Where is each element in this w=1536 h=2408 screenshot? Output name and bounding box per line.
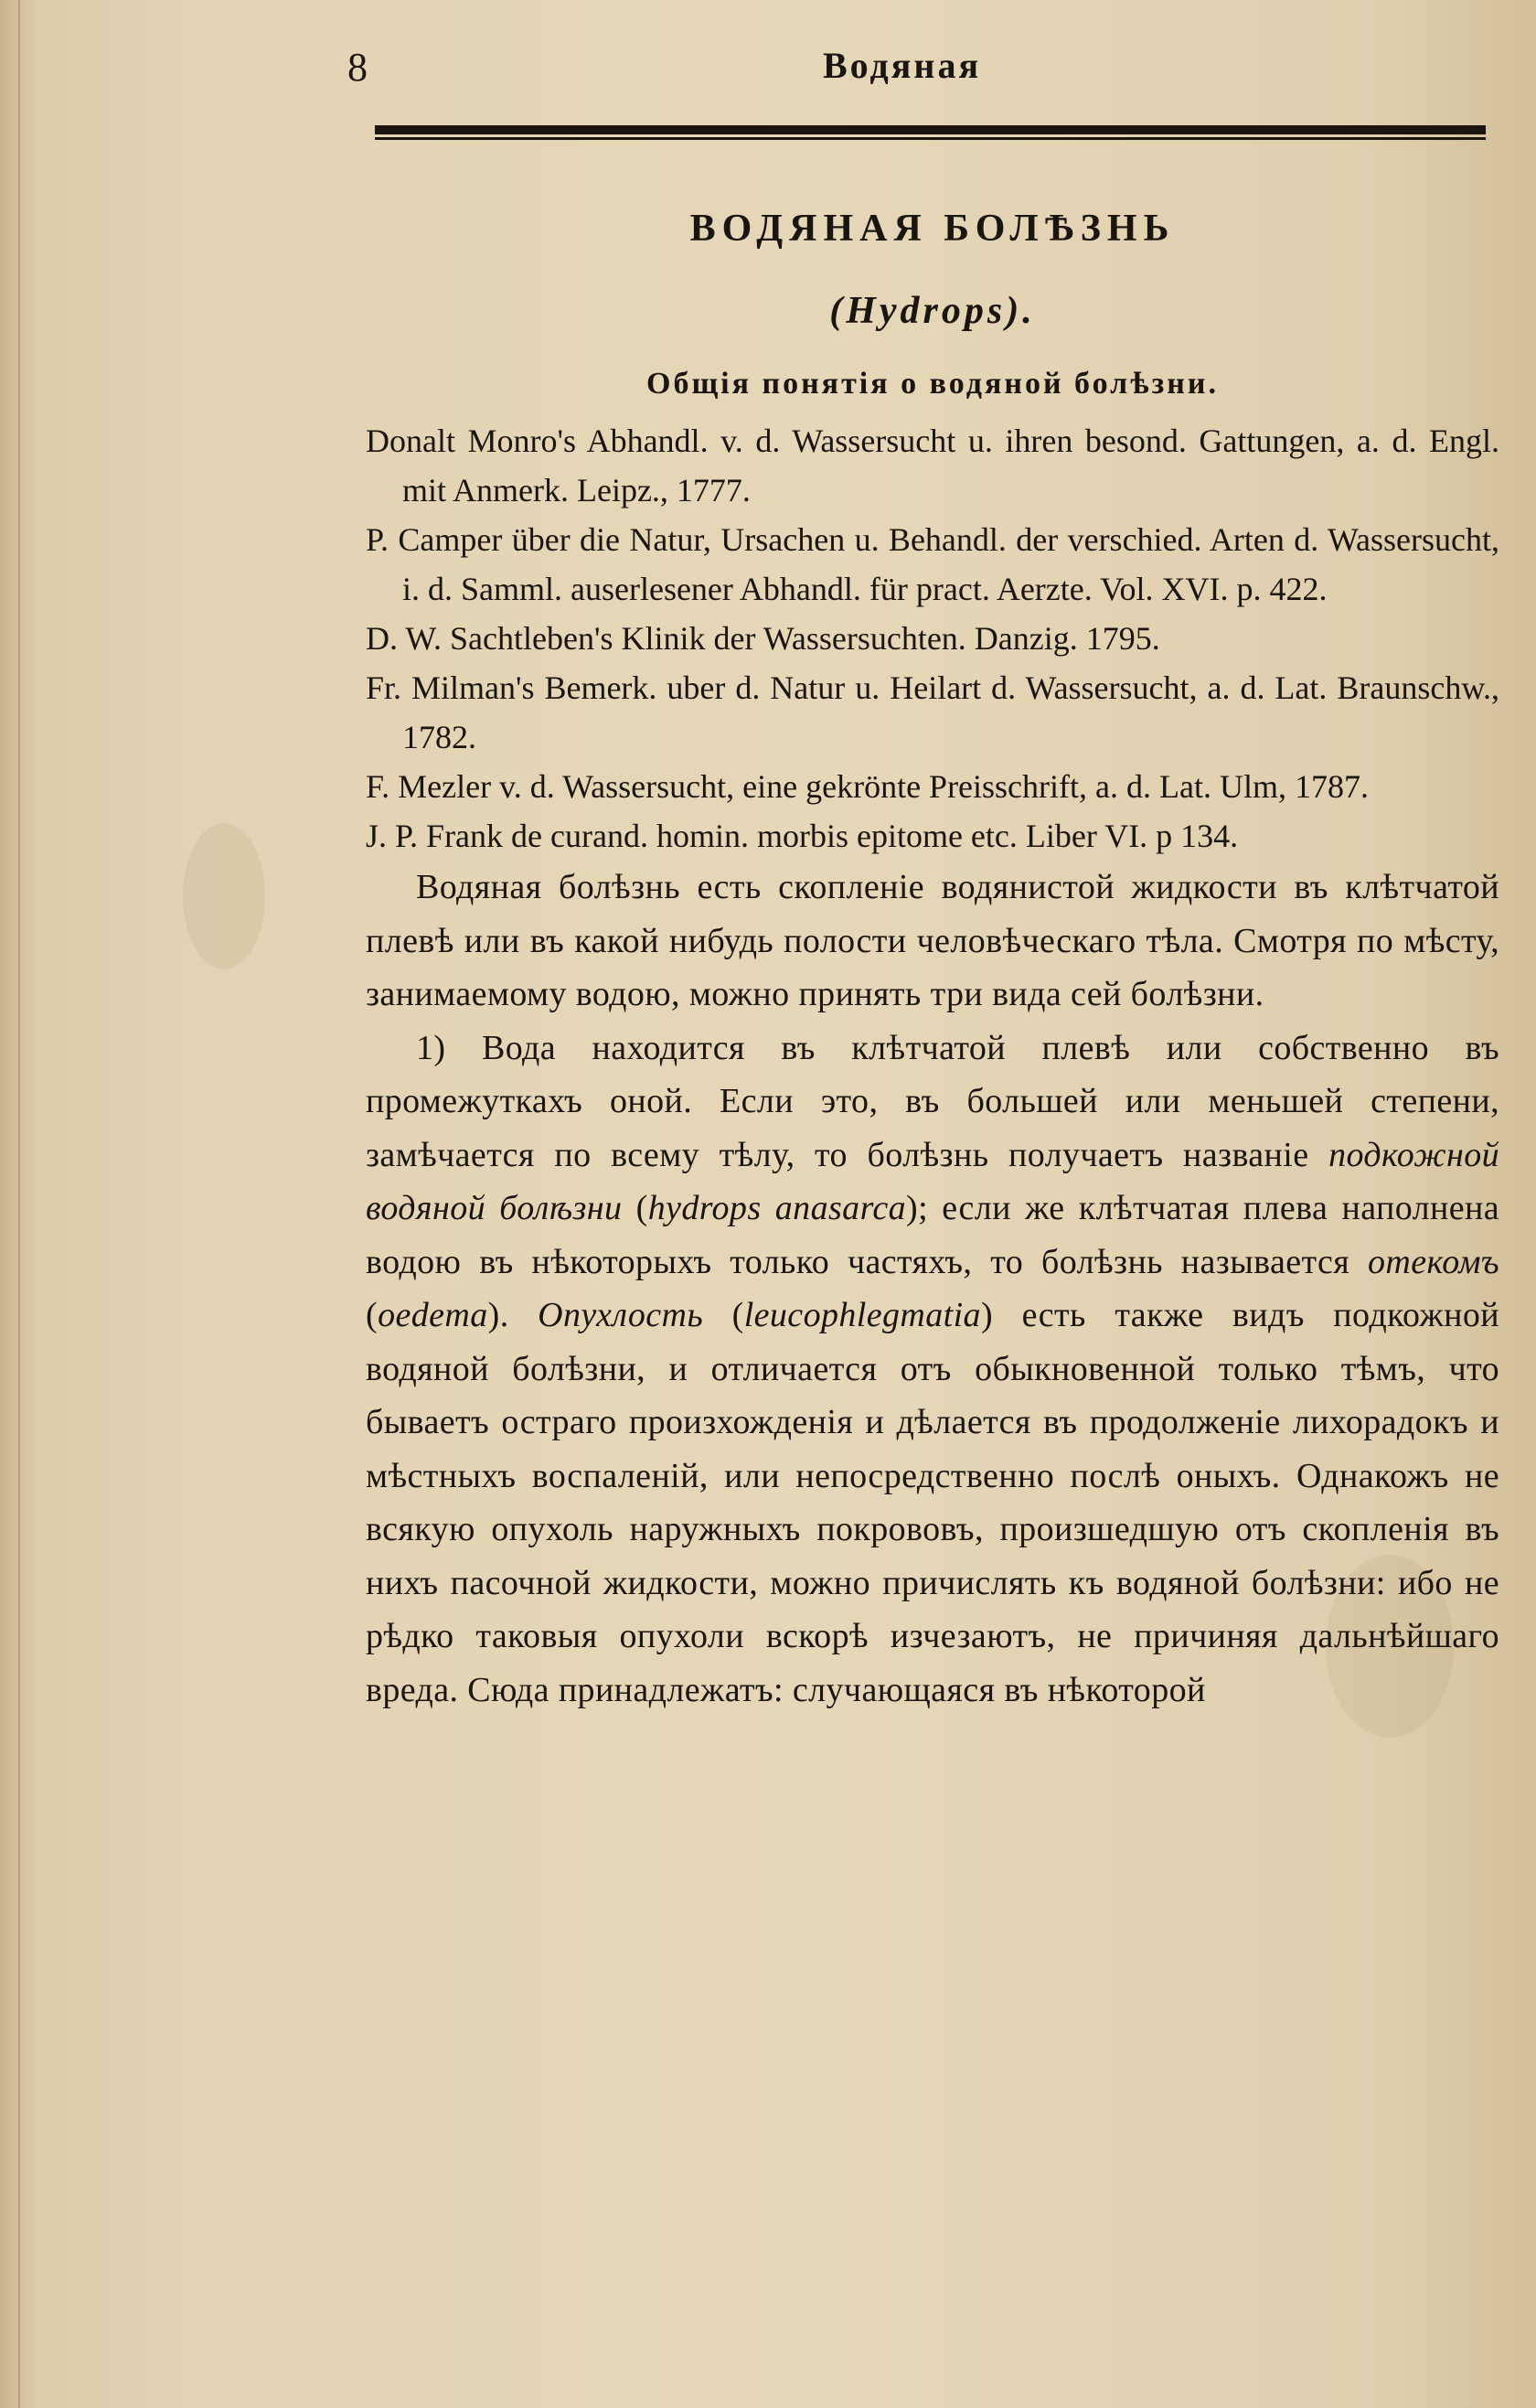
reference-item: F. Mezler v. d. Wassersucht, eine gekrönte Preisschrift, a. d. Lat. Ulm, 1787. (366, 768, 1369, 805)
text-run: ) есть также видъ подкожной водяной болѣзни, и отличается отъ обыкновенной только тѣмъ, что бываетъ остраго произхожденія и дѣлается въ продолженіе лихорадокъ и мѣстныхъ воспаленій, или непосредственно послѣ оныхъ. Однакожъ не всякую опухоль наружныхъ покрововъ, произшедшую отъ скопленія въ нихъ пасочной жидкости, можно причислять къ водяной болѣзни: ибо не рѣдко таковыя опухоли вскорѣ изчезаютъ, не причиняя дальнѣйшаго вреда. Сюда принадлежатъ: случающаяся въ нѣкоторой (366, 1296, 1499, 1709)
section-heading: Общія понятія о водяной болѣзни. (646, 367, 1219, 401)
reference-item: Donalt Monro's Abhandl. v. d. Wassersucht u. ihren besond. Gattungen, a. d. Engl. mit Anmerk. Leipz., 1777. (366, 423, 1499, 508)
header-rule-thin (375, 137, 1486, 140)
header-rule-thick (375, 125, 1486, 134)
reference-item: D. W. Sachtleben's Klinik der Wassersuchten. Danzig. 1795. (366, 620, 1160, 657)
binding-gutter (18, 0, 20, 2408)
text-run: ( (703, 1296, 744, 1334)
term-latin: oedema (378, 1296, 488, 1334)
text-run: ( (366, 1296, 379, 1334)
chapter-subtitle: (Hydrops). (829, 290, 1036, 332)
running-head: Водяная (823, 45, 982, 86)
term-italic: Опухлость (538, 1296, 704, 1334)
term-italic: подкожной водяной болѣзни (366, 1135, 1499, 1227)
chapter-title: ВОДЯНАЯ БОЛѢЗНЬ (689, 208, 1176, 250)
reference-item: J. P. Frank de curand. homin. morbis epitome etc. Liber VI. p 134. (366, 818, 1239, 854)
reference-item: Fr. Milman's Bemerk. uber d. Natur u. Heilart d. Wassersucht, a. d. Lat. Braunschw., 1782. (366, 669, 1499, 755)
reference-list (366, 416, 1499, 861)
page-header (347, 44, 1490, 108)
paper-stain (183, 823, 265, 969)
term-italic: отекомъ (1368, 1242, 1499, 1281)
page-number: 8 (347, 45, 368, 90)
body-text (366, 861, 1499, 1717)
text-run: ); если же клѣтчатая плева наполнена водою въ нѣкоторыхъ только частяхъ, то болѣзнь называется (366, 1189, 1499, 1281)
paragraph-types (366, 1022, 1499, 1718)
term-latin: hydrops anasarca (647, 1189, 907, 1227)
header-rule (375, 122, 1486, 142)
text-run: ). (487, 1296, 539, 1334)
text-run: 1) Вода находится въ клѣтчатой плевѣ или собственно въ промежуткахъ оной. Если это, въ большей или меньшей степени, замѣчается по всему тѣлу, то болѣзнь получаетъ названіе (366, 1028, 1499, 1174)
page-content (366, 187, 1499, 1717)
paragraph-definition: Водяная болѣзнь есть скопленіе водянистой жидкости въ клѣтчатой плевѣ или въ какой нибудь полости человѣческаго тѣла. Смотря по мѣсту, занимаемому водою, можно принять три вида сей болѣзни. (366, 868, 1499, 1013)
reference-item: P. Camper über die Natur, Ursachen u. Behandl. der verschied. Arten d. Wassersucht, i. d. Samml. auserlesener Abhandl. für pract. Aerzte. Vol. XVI. p. 422. (366, 521, 1499, 607)
term-latin: leucophlegmatia (743, 1296, 981, 1334)
text-run: ( (622, 1189, 648, 1227)
